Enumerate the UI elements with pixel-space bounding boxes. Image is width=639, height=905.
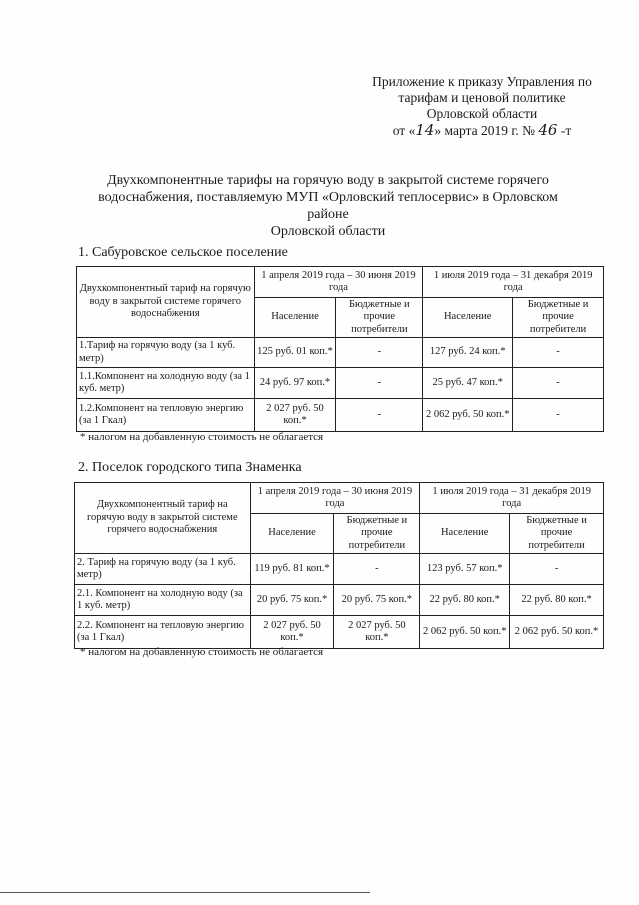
- section-2-title: 2. Поселок городского типа Знаменка: [78, 460, 302, 475]
- cell-p2-population: 123 руб. 57 коп.*: [420, 554, 510, 585]
- header-date-line: [351, 122, 613, 139]
- tariff-table-1: [76, 266, 604, 432]
- date-day: 14: [415, 121, 435, 139]
- header-period-2: 1 июля 2019 года – 31 декабря 2019 года: [423, 267, 604, 298]
- page-bottom-rule: [0, 892, 370, 893]
- row-label: 2. Тариф на горячую воду (за 1 куб. метр): [75, 554, 251, 585]
- header-population: Население: [254, 298, 336, 338]
- date-mid: » марта 2019 г. №: [434, 123, 536, 138]
- row-label: 2.1. Компонент на холодную воду (за 1 куб. метр): [75, 585, 251, 616]
- table-row: [75, 585, 604, 616]
- header-line-1: Приложение к приказу Управления по: [372, 74, 592, 89]
- row-label: 1.Тариф на горячую воду (за 1 куб. метр): [77, 338, 255, 368]
- cell-p1-population: 2 027 руб. 50 коп.*: [254, 399, 336, 432]
- header-period-2: 1 июля 2019 года – 31 декабря 2019 года: [420, 483, 604, 514]
- cell-p2-budget: -: [513, 338, 604, 368]
- section-1-title: 1. Сабуровское сельское поселение: [78, 245, 288, 260]
- row-label: 2.2. Компонент на тепловую энергию (за 1 Гкал): [75, 616, 251, 649]
- header-period-1: 1 апреля 2019 года – 30 июня 2019 года: [254, 267, 423, 298]
- cell-p2-budget: -: [510, 554, 604, 585]
- title-line-3: Орловской области: [270, 224, 386, 239]
- cell-p2-population: 25 руб. 47 коп.*: [423, 368, 513, 399]
- cell-p1-budget: 2 027 руб. 50 коп.*: [334, 616, 420, 649]
- cell-p2-budget: -: [513, 399, 604, 432]
- header-tariff-label: Двухкомпонентный тариф на горячую воду в закрытой системе горячего водоснабжения: [77, 267, 255, 338]
- vat-note-2: * налогом на добавленную стоимость не облагается: [80, 646, 324, 658]
- row-label: 1.2.Компонент на тепловую энергию (за 1 Гкал): [77, 399, 255, 432]
- header-period-1: 1 апреля 2019 года – 30 июня 2019 года: [250, 483, 420, 514]
- cell-p2-population: 2 062 руб. 50 коп.*: [423, 399, 513, 432]
- header-line-3: Орловской области: [426, 106, 538, 121]
- cell-p2-population: 127 руб. 24 коп.*: [423, 338, 513, 368]
- table-row: [75, 554, 604, 585]
- cell-p1-budget: -: [334, 554, 420, 585]
- cell-p1-budget: -: [336, 399, 423, 432]
- date-suffix: -т: [560, 123, 572, 138]
- document-title: [78, 172, 578, 240]
- cell-p1-population: 119 руб. 81 коп.*: [250, 554, 334, 585]
- title-line-2: водоснабжения, поставляемую МУП «Орловский теплосервис» в Орловском районе: [98, 190, 558, 222]
- header-line-2: тарифам и ценовой политике: [398, 90, 566, 105]
- table-row: [77, 399, 604, 432]
- table-row: [75, 616, 604, 649]
- vat-note-1: * налогом на добавленную стоимость не облагается: [80, 431, 324, 443]
- row-label: 1.1.Компонент на холодную воду (за 1 куб. метр): [77, 368, 255, 399]
- header-budget: Бюджетные и прочие потребители: [510, 514, 604, 554]
- cell-p1-budget: 20 руб. 75 коп.*: [334, 585, 420, 616]
- cell-p1-population: 24 руб. 97 коп.*: [254, 368, 336, 399]
- cell-p2-population: 2 062 руб. 50 коп.*: [420, 616, 510, 649]
- cell-p2-budget: -: [513, 368, 604, 399]
- cell-p2-population: 22 руб. 80 коп.*: [420, 585, 510, 616]
- date-prefix: от «: [392, 123, 416, 138]
- title-line-1: Двухкомпонентные тарифы на горячую воду в закрытой системе горячего: [107, 173, 549, 188]
- cell-p2-budget: 2 062 руб. 50 коп.*: [510, 616, 604, 649]
- table-row: [77, 368, 604, 399]
- table-row: [77, 338, 604, 368]
- header-budget: Бюджетные и прочие потребители: [334, 514, 420, 554]
- header-tariff-label: Двухкомпонентный тариф на горячую воду в закрытой системе горячего водоснабжения: [75, 483, 251, 554]
- cell-p1-budget: -: [336, 368, 423, 399]
- header-population: Население: [423, 298, 513, 338]
- cell-p1-population: 2 027 руб. 50 коп.*: [250, 616, 334, 649]
- document-header: [351, 74, 613, 139]
- header-budget: Бюджетные и прочие потребители: [336, 298, 423, 338]
- cell-p2-budget: 22 руб. 80 коп.*: [510, 585, 604, 616]
- order-number: 46: [538, 121, 558, 139]
- header-budget: Бюджетные и прочие потребители: [513, 298, 604, 338]
- header-population: Население: [250, 514, 334, 554]
- cell-p1-budget: -: [336, 338, 423, 368]
- header-population: Население: [420, 514, 510, 554]
- cell-p1-population: 20 руб. 75 коп.*: [250, 585, 334, 616]
- cell-p1-population: 125 руб. 01 коп.*: [254, 338, 336, 368]
- tariff-table-2: [74, 482, 604, 649]
